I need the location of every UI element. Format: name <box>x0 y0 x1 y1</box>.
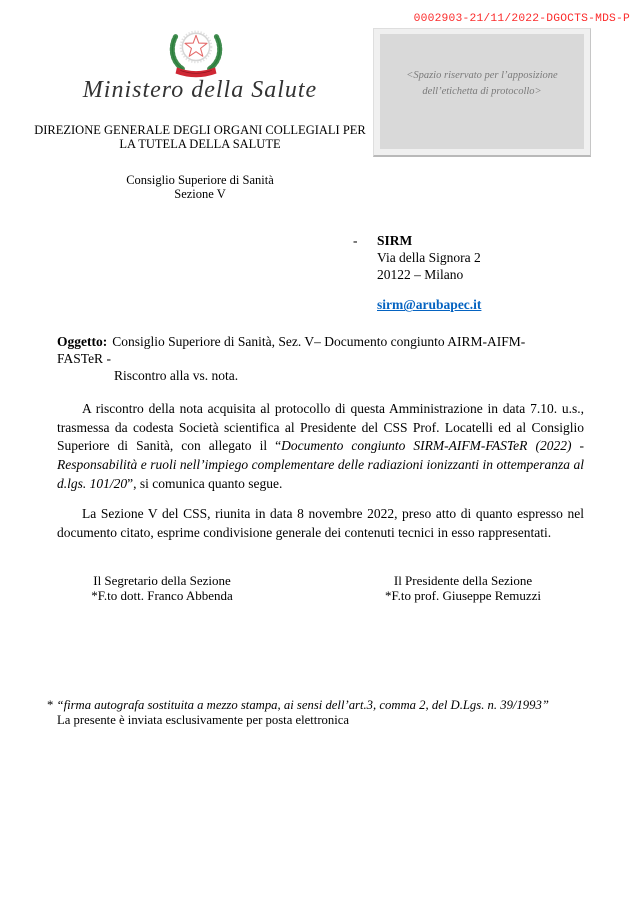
recipient-name: SIRM <box>377 233 413 248</box>
protocol-number-stamp: 0002903-21/11/2022-DGOCTS-MDS-P <box>413 13 630 25</box>
ministry-name: Ministero della Salute <box>82 77 318 103</box>
signature-secretary <box>56 574 268 603</box>
recipient-name-row <box>353 232 481 249</box>
footnote-line2: La presente è inviata esclusivamente per posta elettronica <box>57 713 350 728</box>
subject-block <box>57 333 567 384</box>
protocol-label-box <box>373 28 591 157</box>
section-name: Sezione V <box>174 187 226 201</box>
recipient-address-line2: 20122 – Milano <box>377 267 464 283</box>
recipient-address-line1: Via della Signora 2 <box>377 250 481 266</box>
recipient-block <box>353 232 481 314</box>
subject-text-line1: Consiglio Superiore di Sanità, Sez. V– Documento congiunto AIRM-AIFM-FASTeR - <box>57 334 526 367</box>
recipient-dash: - <box>353 233 358 248</box>
signature-president <box>357 574 569 603</box>
signature-secretary-name: *F.to dott. Franco Abbenda <box>91 587 233 603</box>
footnote-line1 <box>47 698 587 713</box>
footnote-asterisk: * <box>47 698 57 712</box>
directorate-line2: LA TUTELA DELLA SALUTE <box>119 137 281 151</box>
protocol-label-placeholder: <Spazio riservato per l’apposizione dell’etichetta di protocollo> <box>406 69 558 97</box>
subject-text-line2: Riscontro alla vs. nota. <box>114 368 239 384</box>
paragraph1-italic-title: Documento congiunto SIRM-AIFM-FASTeR (2022) - Responsabilità e ruoli nell’impiego complementare delle radiazioni ionizzanti in ottemperanza al d.lgs. 101/20 <box>57 438 584 491</box>
paragraph1-part2: ”, si comunica quanto segue. <box>127 475 283 491</box>
recipient-email-link[interactable]: sirm@arubapec.it <box>377 297 482 313</box>
recipient-email-row <box>353 296 481 313</box>
footnote-quote: “firma autografa sostituita a mezzo stampa, ai sensi dell’art.3, comma 2, del D.Lgs. n. 39/1993” <box>56 698 549 712</box>
directorate-line1: DIREZIONE GENERALE DEGLI ORGANI COLLEGIALI PER <box>34 123 366 137</box>
subject-line1 <box>57 333 567 367</box>
council-section-heading <box>32 173 368 201</box>
footnotes-block <box>47 698 587 728</box>
body-paragraph-1 <box>57 400 584 493</box>
council-name: Consiglio Superiore di Sanità <box>126 173 274 187</box>
protocol-label-box-inner <box>380 34 584 149</box>
paragraph1-part1: A riscontro della nota acquisita al protocollo di questa Amministrazione in data 7.10. u.s., trasmessa da codesta Società scientifica al Presidente del CSS Prof. Locatelli ed al Consiglio Superiore di Sanità, con allegato il “ <box>57 401 584 454</box>
signature-secretary-role: Il Segretario della Sezione <box>93 573 231 588</box>
italian-republic-emblem-icon <box>160 21 232 81</box>
recipient-address <box>353 249 481 283</box>
signature-president-role: Il Presidente della Sezione <box>393 573 533 588</box>
directorate-heading <box>32 123 368 151</box>
body-paragraph-2: La Sezione V del CSS, riunita in data 8 novembre 2022, preso atto di quanto espresso nel documento citato, esprime condivisione generale dei contenuti tecnici in esso rappresentati. <box>57 506 584 540</box>
signature-president-name: *F.to prof. Giuseppe Remuzzi <box>384 587 541 603</box>
subject-label: Oggetto: <box>57 334 108 349</box>
